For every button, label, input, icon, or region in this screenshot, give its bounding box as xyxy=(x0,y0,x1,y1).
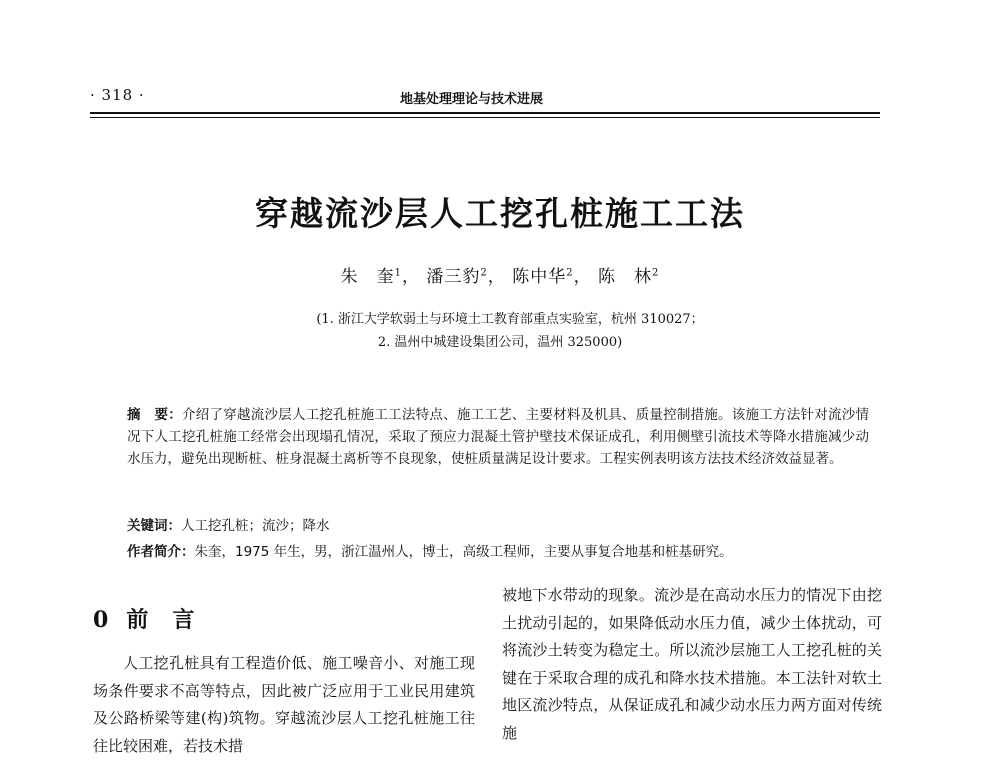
keywords xyxy=(127,514,869,534)
author-bio-text: 朱奎，1975 年生，男，浙江温州人，博士，高级工程师，主要从事复合地基和桩基研究。 xyxy=(194,544,733,560)
section-title-part2: 言 xyxy=(172,607,195,633)
author-name: 潘三豹 xyxy=(426,267,481,287)
author-affil-mark: 2 xyxy=(651,267,660,279)
header-rule-thin xyxy=(90,117,880,118)
affiliation-2: 2. 温州中城建设集团公司，温州 325000) xyxy=(377,335,623,350)
header-rule-thick xyxy=(90,112,880,114)
author-name: 陈中华 xyxy=(512,267,567,287)
section-number: 0 xyxy=(93,607,109,633)
author-affil-mark: 2 xyxy=(566,267,574,279)
section-title-part1: 前 xyxy=(126,607,149,633)
body-paragraph: 人工挖孔桩具有工程造价低、施工噪音小、对施工现场条件要求不高等特点，因此被广泛应用于工业民用建筑及公路桥梁等建(构)筑物。穿越流沙层人工挖孔桩施工往往比较困难，若技术措 xyxy=(93,654,475,755)
affiliation-1: (1. 浙江大学软弱土与环境土工教育部重点实验室，杭州 310027； xyxy=(316,312,704,327)
author-list: 朱 奎$^1$， 潘三豹$^2$， 陈中华$^2$， 陈 林$^2$ xyxy=(340,267,660,287)
keywords-text: 人工挖孔桩；流沙；降水 xyxy=(181,518,330,534)
author-name: 朱 奎 xyxy=(340,267,395,287)
page-number: · 318 · xyxy=(90,86,145,104)
author-name: 陈 林 xyxy=(597,267,652,287)
abstract xyxy=(127,404,869,470)
abstract-text: 介绍了穿越流沙层人工挖孔桩施工工法特点、施工工艺、主要材料及机具、质量控制措施。该施工方法针对流沙情况下人工挖孔桩施工经常会出现塌孔情况，采取了预应力混凝土管护壁技术保证成孔，利用侧壁引流技术等降水措施减少动水压力，避免出现断桩、桩身混凝土离析等不良现象，使桩质量满足设计要求。工程实例表明该方法技术经济效益显著。 xyxy=(127,407,870,467)
running-title: 地基处理理论与技术进展 xyxy=(400,92,544,107)
abstract-label: 摘 要： xyxy=(127,407,182,423)
section-heading xyxy=(93,603,194,634)
author-affil-mark: 2 xyxy=(480,267,488,279)
author-bio xyxy=(127,540,869,560)
body-paragraph: 被地下水带动的现象。流沙是在高动水压力的情况下由挖土扰动引起的，如果降低动水压力值，减少土体扰动，可将流沙土转变为稳定土。所以流沙层施工人工挖孔桩的关键在于采取合理的成孔和降水技术措施。本工法针对软土地区流沙特点，从保证成孔和减少动水压力两方面对传统施 xyxy=(502,586,882,742)
body-column-right xyxy=(502,582,882,747)
author-bio-label: 作者简介： xyxy=(127,544,195,560)
paper-title: 穿越流沙层人工挖孔桩施工工法 xyxy=(255,194,745,233)
body-column-left xyxy=(93,650,475,760)
keywords-label: 关键词： xyxy=(127,518,181,534)
running-header xyxy=(90,86,880,106)
author-affil-mark: 1 xyxy=(394,267,403,279)
